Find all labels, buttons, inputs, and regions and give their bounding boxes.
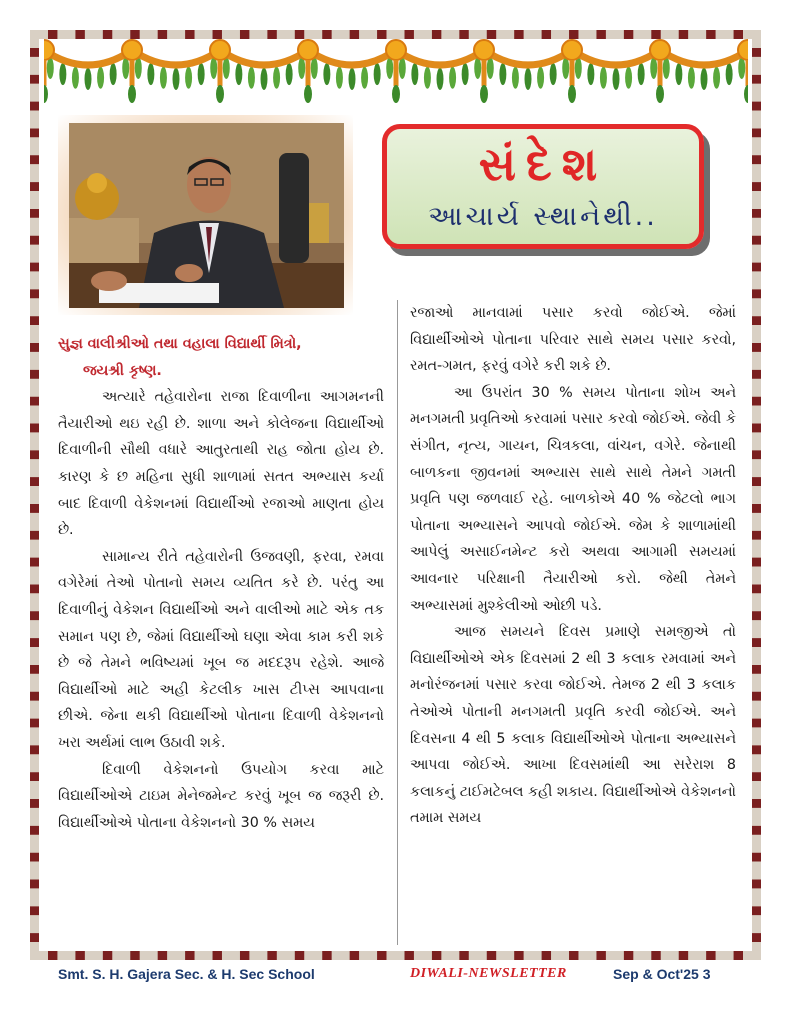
mango-leaf-icon	[235, 63, 242, 85]
mango-leaf-icon	[600, 67, 607, 89]
message-title-box	[382, 124, 704, 249]
mango-leaf-icon	[675, 63, 682, 85]
mango-leaf-icon	[449, 67, 456, 89]
paragraph: દિવાળી વેકેશનનો ઉપયોગ કરવા માટે વિદ્યાર્થીઓએ ટાઇમ મેનેજમેન્ટ કરવું ખૂબ જ જરૂરી છે. વિદ્યાર્થીઓએ પોતાના વેકેશનનો 30 % સમય	[58, 761, 384, 831]
mango-leaf-icon	[656, 85, 664, 103]
marigold-flower-icon	[562, 40, 582, 60]
page-footer	[58, 966, 748, 988]
right-column	[410, 300, 736, 832]
mango-leaf-icon	[216, 85, 224, 103]
mango-leaf-icon	[304, 85, 312, 103]
mango-leaf-icon	[512, 67, 519, 89]
marigold-flower-icon	[122, 40, 142, 60]
mango-leaf-icon	[713, 67, 720, 89]
mango-leaf-icon	[424, 67, 431, 89]
mango-leaf-icon	[537, 67, 544, 89]
paragraph: આજ સમયને દિવસ પ્રમાણે સમજીએ તો વિદ્યાર્થીઓએ એક દિવસમાં 2 થી 3 કલાક રમવામાં અને મનોરંજનમાં પસાર કરવા જોઈએ. તેમજ 2 થી 3 કલાક તેઓએ પોતાની મનગમતી પ્રવૃતિ કરવી જોઈએ. અને દિવસના 4 થી 5 કલાક વિદ્યાર્થીઓએ પોતાના અભ્યાસને આપવા જોઈએ. આખા દિવસમાંથી આ સરેરાશ 8 કલાકનું ટાઈમટેબલ કહી શકાય. વિદ્યાર્થીઓએ વેકેશનનો તમામ સમય	[410, 624, 736, 827]
mango-leaf-icon	[411, 63, 418, 85]
mango-leaf-icon	[392, 85, 400, 103]
paragraph: અત્યારે તહેવારોના રાજા દિવાળીના આગમનની તૈયારીઓ થઇ રહી છે. શાળા અને કોલેજના વિદ્યાર્થીઓ દિવાળીની સૌથી વધારે આતુરતાથી રાહ જોતા હોય છે. કારણ કે છ મહિના સુધી શાળામાં સતત અભ્યાસ કર્યા બાદ દિવાળી વેકેશનમાં વિદ્યાર્થીઓ રજાઓ માણતા હોય છે.	[58, 389, 384, 539]
mango-leaf-icon	[248, 67, 255, 89]
mango-leaf-icon	[323, 63, 330, 85]
mango-leaf-icon	[568, 85, 576, 103]
mango-leaf-icon	[286, 63, 293, 85]
mango-leaf-icon	[744, 85, 748, 103]
mango-leaf-icon	[85, 68, 92, 90]
marigold-flower-icon	[386, 40, 406, 60]
mango-leaf-icon	[625, 67, 632, 89]
mango-leaf-icon	[128, 85, 136, 103]
mango-leaf-icon	[173, 68, 180, 90]
garland-string	[660, 50, 748, 65]
mango-leaf-icon	[147, 63, 154, 85]
mango-leaf-icon	[44, 85, 48, 103]
garland-string	[308, 50, 396, 65]
paragraph: રજાઓ માનવામાં પસાર કરવો જોઈએ. જેમાં વિદ્યાર્થીઓએ પોતાના પરિવાર સાથે સમય પસાર કરવો, રમત-ગમત, ફરવું વગેરે કરી શકે છે.	[410, 305, 736, 375]
column-divider	[397, 300, 398, 945]
mango-leaf-icon	[336, 67, 343, 89]
mango-leaf-icon	[613, 68, 620, 90]
page-subtitle: આચાર્ય સ્થાનેથી..	[428, 201, 658, 232]
mango-leaf-icon	[638, 63, 645, 85]
mango-leaf-icon	[462, 63, 469, 85]
mango-leaf-icon	[480, 85, 488, 103]
marigold-garland-decoration	[44, 38, 748, 108]
mango-leaf-icon	[59, 63, 66, 85]
garland-string	[484, 50, 572, 65]
mango-leaf-icon	[185, 67, 192, 89]
garland-string	[396, 50, 484, 65]
left-column	[58, 331, 384, 836]
mango-leaf-icon	[198, 63, 205, 85]
mango-leaf-icon	[349, 68, 356, 90]
mango-leaf-icon	[261, 68, 268, 90]
mango-leaf-icon	[550, 63, 557, 85]
garland-string	[220, 50, 308, 65]
garland-string	[572, 50, 660, 65]
marigold-flower-icon	[474, 40, 494, 60]
greeting-line-1: સુજ્ઞ વાલીશ્રીઓ તથા વહાલા વિદ્યાર્થી મિત્રો,	[58, 336, 302, 352]
mango-leaf-icon	[97, 67, 104, 89]
mango-leaf-icon	[72, 67, 79, 89]
marigold-flower-icon	[298, 40, 318, 60]
mango-leaf-icon	[160, 67, 167, 89]
greeting-line-2: જયશ્રી કૃષ્ણ.	[83, 362, 162, 379]
mango-leaf-icon	[374, 63, 381, 85]
mango-leaf-icon	[273, 67, 280, 89]
mango-leaf-icon	[499, 63, 506, 85]
marigold-flower-icon	[650, 40, 670, 60]
garland-string	[132, 50, 220, 65]
footer-date-page: Sep & Oct'25 3	[613, 966, 711, 982]
page-title: સંદેશ	[478, 137, 608, 191]
garland-string	[44, 50, 132, 65]
footer-newsletter-title: DIWALI-NEWSLETTER	[410, 966, 567, 981]
mango-leaf-icon	[701, 68, 708, 90]
paragraph: સામાન્ય રીતે તહેવારોની ઉજવણી, ફરવા, રમવા વગેરેમાં તેઓ પોતાનો સમય વ્યતિત કરે છે. પરંતુ આ દિવાળીનું વેકેશન વિદ્યાર્થીઓ અને વાલીઓ માટે એક તક સમાન પણ છે, જેમાં વિદ્યાર્થીઓ ઘણા એવા કામ કરી શકે છે જે તેમને ભવિષ્યમાં ખૂબ જ મદદરૂપ રહેશે. આજે વિદ્યાર્થીઓ માટે અહી કેટલીક ખાસ ટીપ્સ આપવાના છીએ. જેના થકી વિદ્યાર્થીઓ પોતાના દિવાળી વેકેશનનો ખરા અર્થમાં લાભ ઉઠાવી શકે.	[58, 548, 384, 751]
footer-school-name: Smt. S. H. Gajera Sec. & H. Sec School	[58, 966, 315, 982]
principal-photo	[69, 123, 344, 308]
mango-leaf-icon	[437, 68, 444, 90]
mango-leaf-icon	[110, 63, 117, 85]
mango-leaf-icon	[587, 63, 594, 85]
marigold-flower-icon	[210, 40, 230, 60]
paragraph: આ ઉપરાંત 30 % સમય પોતાના શોખ અને મનગમતી પ્રવૃતિઓ કરવામાં પસાર કરવો જોઈએ. જેવી કે સંગીત, નૃત્ય, ગાયન, ચિત્રકલા, વાંચન, વગેરે. જેનાથી બાળકના જીવનમાં અભ્યાસ સાથે સાથે તેમને ગમતી પ્રવૃતિ પણ જળવાઈ રહે. બાળકોએ 40 % જેટલો ભાગ પોતાના અભ્યાસને આપવો જોઈએ. જેમ કે શાળામાંથી આપેલું અસાઈનમેન્ટ કરો અથવા આગામી સમયમાં આવનાર પરિક્ષાની તૈયારીઓ કરો. જેથી તેમને અભ્યાસમાં મુશ્કેલીઓ ઓછી પડે.	[410, 384, 736, 614]
mango-leaf-icon	[361, 67, 368, 89]
mango-leaf-icon	[688, 67, 695, 89]
mango-leaf-icon	[525, 68, 532, 90]
mango-leaf-icon	[726, 63, 733, 85]
